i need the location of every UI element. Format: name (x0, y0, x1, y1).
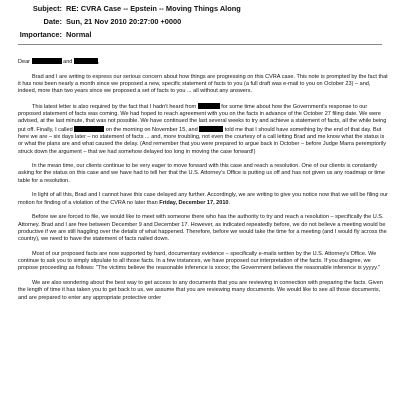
paragraph-2-part-a: This latest letter is also required by the fact that I hadn't heard from (32, 103, 197, 110)
redaction-bar (32, 58, 62, 64)
header-divider (18, 44, 382, 45)
importance-value: Normal (66, 30, 92, 39)
salutation-comma: , (97, 59, 100, 65)
salutation (18, 58, 390, 66)
salutation-and: and (63, 59, 73, 65)
date-value: Sun, 21 Nov 2010 20:27:00 +0000 (66, 17, 182, 26)
paragraph-2-part-b: for some time about how the Government's response to our proposed statement of facts was coming. We had hoped to reach agreement with you on the facts in advance of the October 27 filing date. We were advised, at the last minute, that was not possible. We have continued the last several weeks to try and achieve a statement of facts, all the while being put off. Finally, I called (18, 103, 387, 133)
paragraph-6: Most of our proposed facts are now supported by hard, documentary evidence – specifically e-mails written by the U.S. Attorney's Office. We continue to ask you to simply stipulate to all those facts. In a few instances, we have proposed our interpretation of the facts. If you disagree, we propose proceeding as follows: "The victims believe the reasonable inference is xxxxx; the Government believes the reasonable inference is yyyyy." (18, 250, 381, 272)
redaction-bar (199, 126, 223, 132)
importance-row (10, 30, 91, 39)
paragraph-7: We are also wondering about the best way to get access to any documents that you are reviewing in connection with preparing the facts. Given the length of time it has taken you to get back to us, we assume that you are reviewing many documents. We would like to see all those documents, and are prepared to enter any appropriate protective order (18, 279, 383, 301)
importance-label: Importance: (19, 30, 62, 39)
deadline-date: Friday, December 17, 2010 (159, 199, 229, 206)
paragraph-3: In the mean time, our clients continue to be very eager to move forward with this case and reach a resolution. One of our clients is constantly asking for the status on this case and we have had to tell her that the U.S. Attorney's Office is putting us off and has not given us any roadmap or time table for a resolution. (18, 163, 385, 184)
subject-label: Subject: (32, 4, 62, 13)
date-label: Date: (43, 17, 62, 26)
email-body (18, 58, 390, 309)
paragraph-2-part-c: on the morning on November 15, and (105, 126, 198, 133)
paragraph-2-part-d: told me that I should have something by the end of that day. But here we are – six days later – no statement of facts ... and, more troubling, not even the courtesy of a call letting Brad and me know what the status is or what the plans are and what caused the delay. (And remember that you were prepared to argue back in October – before Judge Marra peremptorily struck down the argument – that we had somehow delayed too long in moving the case forward!) (18, 126, 387, 155)
paragraph-4-part-a: In light of all this, Brad and I cannot have this case delayed any further. Accordingly, we are writing to give you notice now that we will be filing our motion for finding of a violation of the CVRA no later than (18, 192, 389, 206)
subject-value: RE: CVRA Case -- Epstein -- Moving Things Along (66, 4, 241, 13)
redaction-bar (74, 126, 104, 132)
paragraph-2 (18, 103, 390, 156)
salutation-dear: Dear (18, 59, 31, 65)
paragraph-4-part-c: . (228, 199, 231, 206)
date-row (10, 17, 181, 26)
paragraph-4 (18, 192, 390, 207)
paragraph-1: Brad and I are writing to express our serious concern about how things are progressing on this CVRA case. This note is prompted by the fact that it has now been nearly a month since we proposed a new, specific statement of facts to you (a full draft was e-mail to you on October 23) – and, indeed, more than two years since we proposed a set of facts to you ... all without any answers. (18, 73, 388, 95)
redaction-bar (198, 103, 220, 109)
redaction-bar (74, 58, 98, 64)
subject-row (10, 4, 241, 13)
paragraph-5: Before we are forced to file, we would like to meet with someone there who has the authority to try and reach a resolution – specifically the U.S. Attorney. Brad and I are free between December 9 and December 17. However, as indicated repeatedly before, we do not believe a meeting would be productive if we are still haggling over the details of what happened. Therefore, before we would take the time for a meeting (and I would fly across the country), we need to have the statement of facts nailed down. (18, 214, 387, 243)
